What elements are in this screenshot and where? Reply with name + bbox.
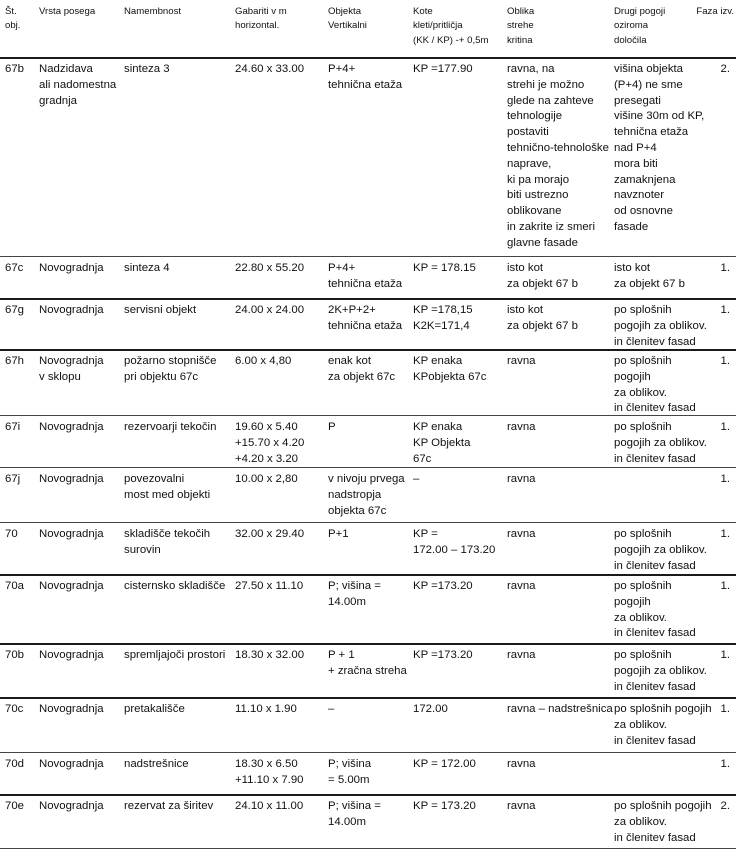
cell-vertikalni: P+4+ tehnična etaža <box>328 63 403 91</box>
cell-namembnost: sinteza 3 <box>124 63 170 75</box>
header-st-obj: Št. obj. <box>5 6 21 32</box>
cell-gabariti: 24.10 x 11.00 <box>235 800 304 812</box>
cell-vrsta-posega: Nadzidava ali nadomestna gradnja <box>39 63 117 107</box>
cell-oblika-strehe: ravna <box>507 580 536 592</box>
cell-oblika-strehe: ravna <box>507 355 536 367</box>
row-divider <box>0 643 736 645</box>
header-oblika-strehe: Oblika strehe kritina <box>507 6 535 46</box>
cell-vertikalni: P+4+ tehnična etaža <box>328 262 403 290</box>
table-row-70d <box>0 752 736 794</box>
cell-namembnost: spremljajoči prostori <box>124 649 226 661</box>
cell-st: 70 <box>5 528 18 540</box>
cell-faza: 1. <box>720 758 730 770</box>
cell-kote: KP =178,15 K2K=171,4 <box>413 304 473 332</box>
cell-drugi-pogoji: po splošnih pogojih za oblikov. in členitev fasad <box>614 528 707 572</box>
header-vertikalni: Objekta Vertikalni <box>328 6 367 32</box>
cell-st: 67c <box>5 262 24 274</box>
cell-namembnost: rezervoarji tekočin <box>124 421 217 433</box>
cell-namembnost: nadstrešnice <box>124 758 189 770</box>
cell-vertikalni: v nivoju prvega nadstropja objekta 67c <box>328 473 405 517</box>
cell-faza: 1. <box>720 304 730 316</box>
cell-st: 67g <box>5 304 25 316</box>
cell-kote: – <box>413 473 420 485</box>
cell-faza: 1. <box>720 649 730 661</box>
cell-vrsta-posega: Novogradnja <box>39 758 104 770</box>
row-divider <box>0 467 736 468</box>
table-row-67g <box>0 298 736 349</box>
header-kote: Kote kleti/pritličja (KK / KP) -+ 0,5m <box>413 6 489 46</box>
cell-oblika-strehe: isto kot za objekt 67 b <box>507 304 578 332</box>
cell-vrsta-posega: Novogradnja <box>39 800 104 812</box>
cell-namembnost: cisternsko skladišče <box>124 580 226 592</box>
cell-gabariti: 22.80 x 55.20 <box>235 262 305 274</box>
cell-oblika-strehe: ravna <box>507 800 536 812</box>
cell-vertikalni: P; višina = 14.00m <box>328 800 381 828</box>
cell-gabariti: 24.60 x 33.00 <box>235 63 305 75</box>
cell-st: 70e <box>5 800 25 812</box>
cell-st: 67i <box>5 421 21 433</box>
cell-faza: 2. <box>720 63 730 75</box>
cell-namembnost: rezervat za širitev <box>124 800 214 812</box>
cell-kote: 172.00 <box>413 703 448 715</box>
cell-vertikalni: enak kot za objekt 67c <box>328 355 396 383</box>
cell-vertikalni: P; višina = 5.00m <box>328 758 372 786</box>
row-divider <box>0 752 736 753</box>
cell-oblika-strehe: ravna <box>507 421 536 433</box>
cell-gabariti: 11.10 x 1.90 <box>235 703 297 715</box>
header-namembnost: Namembnost <box>124 6 182 17</box>
cell-st: 70a <box>5 580 25 592</box>
cell-gabariti: 24.00 x 24.00 <box>235 304 305 316</box>
table-row-70 <box>0 522 736 574</box>
cell-drugi-pogoji: po splošnih pogojih za oblikov. in členitev fasad <box>614 580 696 640</box>
cell-namembnost: pretakališče <box>124 703 185 715</box>
cell-kote: KP =173.20 <box>413 649 473 661</box>
cell-gabariti: 18.30 x 32.00 <box>235 649 305 661</box>
cell-drugi-pogoji: po splošnih pogojih za oblikov. in členitev fasad <box>614 800 712 844</box>
cell-drugi-pogoji: po splošnih pogojih za oblikov. in členitev fasad <box>614 304 707 348</box>
table-row-70b <box>0 643 736 697</box>
cell-namembnost: sinteza 4 <box>124 262 170 274</box>
cell-vertikalni: P; višina = 14.00m <box>328 580 381 608</box>
cell-oblika-strehe: ravna, na strehi je možno glede na zahteve tehnologije postaviti tehnično-tehnološke naprave, ki pa morajo biti ustrezno oblikovane in zakrite iz smeri glavne fasade <box>507 63 609 249</box>
cell-drugi-pogoji: po splošnih pogojih za oblikov. in členitev fasad <box>614 421 707 465</box>
cell-vertikalni: – <box>328 703 335 715</box>
cell-gabariti: 32.00 x 29.40 <box>235 528 305 540</box>
cell-faza: 1. <box>720 703 730 715</box>
cell-st: 70b <box>5 649 25 661</box>
cell-vrsta-posega: Novogradnja <box>39 304 104 316</box>
cell-vrsta-posega: Novogradnja <box>39 703 104 715</box>
cell-vrsta-posega: Novogradnja <box>39 421 104 433</box>
cell-vrsta-posega: Novogradnja v sklopu <box>39 355 104 383</box>
cell-oblika-strehe: ravna <box>507 528 536 540</box>
cell-oblika-strehe: ravna – nadstrešnica <box>507 703 613 715</box>
cell-gabariti: 10.00 x 2,80 <box>235 473 298 485</box>
cell-kote: KP =173.20 <box>413 580 473 592</box>
cell-vrsta-posega: Novogradnja <box>39 528 104 540</box>
row-divider <box>0 794 736 796</box>
cell-drugi-pogoji: višina objekta (P+4) ne sme presegati višine 30m od KP, tehnična etaža nad P+4 mora biti zamaknjena navznoter od osnovne fasade <box>614 63 705 233</box>
cell-faza: 1. <box>720 580 730 592</box>
table-row-67b <box>0 57 736 256</box>
cell-kote: KP enaka KP Objekta 67c <box>413 421 471 465</box>
table-header <box>0 0 736 57</box>
header-gabariti: Gabariti v m horizontal. <box>235 6 287 32</box>
cell-kote: KP enaka KPobjekta 67c <box>413 355 487 383</box>
cell-drugi-pogoji: po splošnih pogojih za oblikov. in členitev fasad <box>614 649 707 693</box>
row-divider <box>0 848 736 849</box>
table-row-67c <box>0 256 736 298</box>
cell-kote: KP = 172.00 – 173.20 <box>413 528 496 556</box>
table-row-70c <box>0 697 736 752</box>
table-row-67j <box>0 467 736 522</box>
cell-namembnost: požarno stopnišče pri objektu 67c <box>124 355 217 383</box>
row-divider <box>0 697 736 699</box>
cell-vrsta-posega: Novogradnja <box>39 580 104 592</box>
cell-oblika-strehe: ravna <box>507 649 536 661</box>
cell-vertikalni: 2K+P+2+ tehnična etaža <box>328 304 403 332</box>
row-divider <box>0 522 736 523</box>
row-divider <box>0 415 736 416</box>
cell-vrsta-posega: Novogradnja <box>39 473 104 485</box>
row-divider <box>0 57 736 59</box>
cell-gabariti: 19.60 x 5.40 +15.70 x 4.20 +4.20 x 3.20 <box>235 421 305 465</box>
cell-namembnost: povezovalni most med objekti <box>124 473 211 501</box>
table-row-67h <box>0 349 736 415</box>
cell-gabariti: 27.50 x 11.10 <box>235 580 304 592</box>
cell-gabariti: 18.30 x 6.50 +11.10 x 7.90 <box>235 758 304 786</box>
cell-faza: 2. <box>720 800 730 812</box>
cell-namembnost: skladišče tekočih surovin <box>124 528 211 556</box>
header-faza: Faza izv. <box>696 6 734 17</box>
row-divider <box>0 574 736 576</box>
cell-vertikalni: P <box>328 421 336 433</box>
table-row-70e <box>0 794 736 848</box>
row-divider <box>0 349 736 351</box>
table-row-70a <box>0 574 736 643</box>
cell-faza: 1. <box>720 473 730 485</box>
cell-st: 70c <box>5 703 24 715</box>
cell-st: 67j <box>5 473 21 485</box>
cell-st: 67h <box>5 355 25 367</box>
cell-faza: 1. <box>720 262 730 274</box>
cell-namembnost: servisni objekt <box>124 304 197 316</box>
cell-kote: KP = 173.20 <box>413 800 476 812</box>
row-divider <box>0 256 736 257</box>
table-body <box>0 57 736 850</box>
cell-vertikalni: P+1 <box>328 528 349 540</box>
cell-drugi-pogoji: isto kot za objekt 67 b <box>614 262 685 290</box>
cell-oblika-strehe: isto kot za objekt 67 b <box>507 262 578 290</box>
table-bottom-rule <box>0 848 736 850</box>
cell-kote: KP =177.90 <box>413 63 473 75</box>
cell-st: 70d <box>5 758 25 770</box>
cell-vrsta-posega: Novogradnja <box>39 649 104 661</box>
header-drugi-pogoji: Drugi pogoji oziroma določila <box>614 6 666 46</box>
cell-faza: 1. <box>720 421 730 433</box>
header-vrsta-posega: Vrsta posega <box>39 6 96 17</box>
cell-drugi-pogoji: po splošnih pogojih za oblikov. in členitev fasad <box>614 703 712 747</box>
table-row-67i <box>0 415 736 467</box>
cell-oblika-strehe: ravna <box>507 473 536 485</box>
cell-kote: KP = 178.15 <box>413 262 476 274</box>
cell-faza: 1. <box>720 528 730 540</box>
row-divider <box>0 298 736 300</box>
cell-vertikalni: P + 1 + zračna streha <box>328 649 407 677</box>
cell-kote: KP = 172.00 <box>413 758 476 770</box>
cell-drugi-pogoji: po splošnih pogojih za oblikov. in členitev fasad <box>614 355 696 415</box>
cell-oblika-strehe: ravna <box>507 758 536 770</box>
cell-gabariti: 6.00 x 4,80 <box>235 355 292 367</box>
cell-faza: 1. <box>720 355 730 367</box>
cell-st: 67b <box>5 63 25 75</box>
cell-vrsta-posega: Novogradnja <box>39 262 104 274</box>
